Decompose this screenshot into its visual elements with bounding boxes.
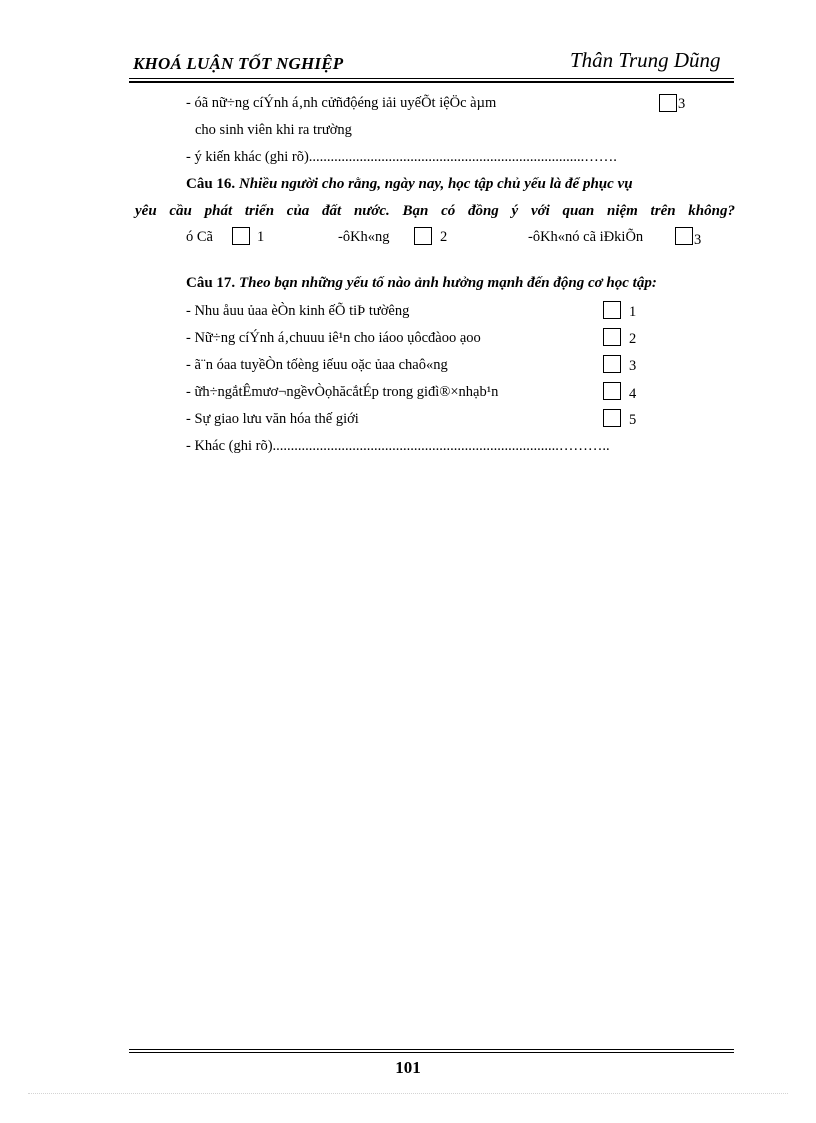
q16-option-1-checkbox[interactable]: [232, 227, 250, 245]
q17-heading: [186, 273, 657, 293]
header-author: Thân Trung Dũng: [570, 48, 721, 72]
q16-text-2: yêu cầu phát triển của đất nước. Bạn có đồng ý với quan niệm trên không?: [135, 203, 735, 219]
q16-label: Câu 16.: [186, 176, 236, 192]
q17-item-2-num: 2: [629, 331, 637, 347]
q17-item-3-text: - ã¨n óaa tuyềÒn tốèng iếuu oặc ủaa chaô«ng: [186, 357, 448, 373]
q17-other-line: - Khác (ghi rõ)...............................................................................………..: [186, 438, 610, 454]
q15-option-num: 3: [678, 96, 686, 112]
footer-rule-thin-bottom: [129, 1052, 734, 1053]
q16-option-3-num: 3: [694, 232, 702, 248]
page-bottom-dotted-edge: [28, 1093, 788, 1094]
q17-item-1-text: - Nhu åuu ủaa èÒn kinh ếÕ tiÞ tườêng: [186, 303, 410, 319]
q15-option-line-cont: cho sinh viên khi ra trường: [195, 122, 352, 138]
header-rule-thin: [129, 78, 734, 79]
q15-other-line: - ý kiến khác (ghi rõ)............................................................................…….: [186, 149, 617, 165]
q16-option-1-num: 1: [257, 229, 265, 245]
q17-item-2-checkbox[interactable]: [603, 328, 621, 346]
q17-item-5-num: 5: [629, 412, 637, 428]
q16-line1: [186, 174, 735, 194]
q16-option-1-label: ó Cã: [186, 229, 213, 245]
q17-item-1-checkbox[interactable]: [603, 301, 621, 319]
q15-option-checkbox[interactable]: [659, 94, 677, 112]
footer-rule-thin-top: [129, 1049, 734, 1050]
q17-item-3-num: 3: [629, 358, 637, 374]
q15-option-line: - óã nữ÷ng cíÝnh á‚nh cửñđộéng iải uyếÕt iệÖc àµm: [186, 95, 497, 111]
header-rule-thick: [129, 81, 734, 83]
q17-item-1-num: 1: [629, 304, 637, 320]
q17-item-5-text: - Sự giao lưu văn hóa thế giới: [186, 411, 359, 427]
q17-item-3-checkbox[interactable]: [603, 355, 621, 373]
q17-item-5-checkbox[interactable]: [603, 409, 621, 427]
q16-option-2-num: 2: [440, 229, 448, 245]
page-number: 101: [395, 1058, 421, 1077]
q17-item-4-num: 4: [629, 386, 637, 402]
q16-option-3-label: -ôKh«nó cã iÐkiÕn: [528, 229, 644, 245]
header-title: KHOÁ LUẬN TỐT NGHIỆP: [133, 54, 344, 73]
q17-text: Theo bạn những yếu tố nào ảnh hưởng mạnh đến động cơ học tập:: [238, 275, 657, 291]
q17-item-2-text: - Nữ÷ng cíÝnh á‚chuuu iê¹n cho iáoo ụôcđàoo ạoo: [186, 330, 481, 346]
q16-text-1: Nhiều người cho rằng, ngày nay, học tập chủ yếu là để phục vụ: [238, 176, 633, 192]
q16-option-2-label: -ôKh«ng: [338, 229, 390, 245]
q16-option-3-checkbox[interactable]: [675, 227, 693, 245]
q17-item-4-checkbox[interactable]: [603, 382, 621, 400]
q17-label: Câu 17.: [186, 275, 236, 291]
q16-option-2-checkbox[interactable]: [414, 227, 432, 245]
q17-item-4-text: - ữh÷ngắtÊmươ¬ngềvÒọhăcắtÉp trong giđì®×nhạb¹n: [186, 384, 499, 400]
